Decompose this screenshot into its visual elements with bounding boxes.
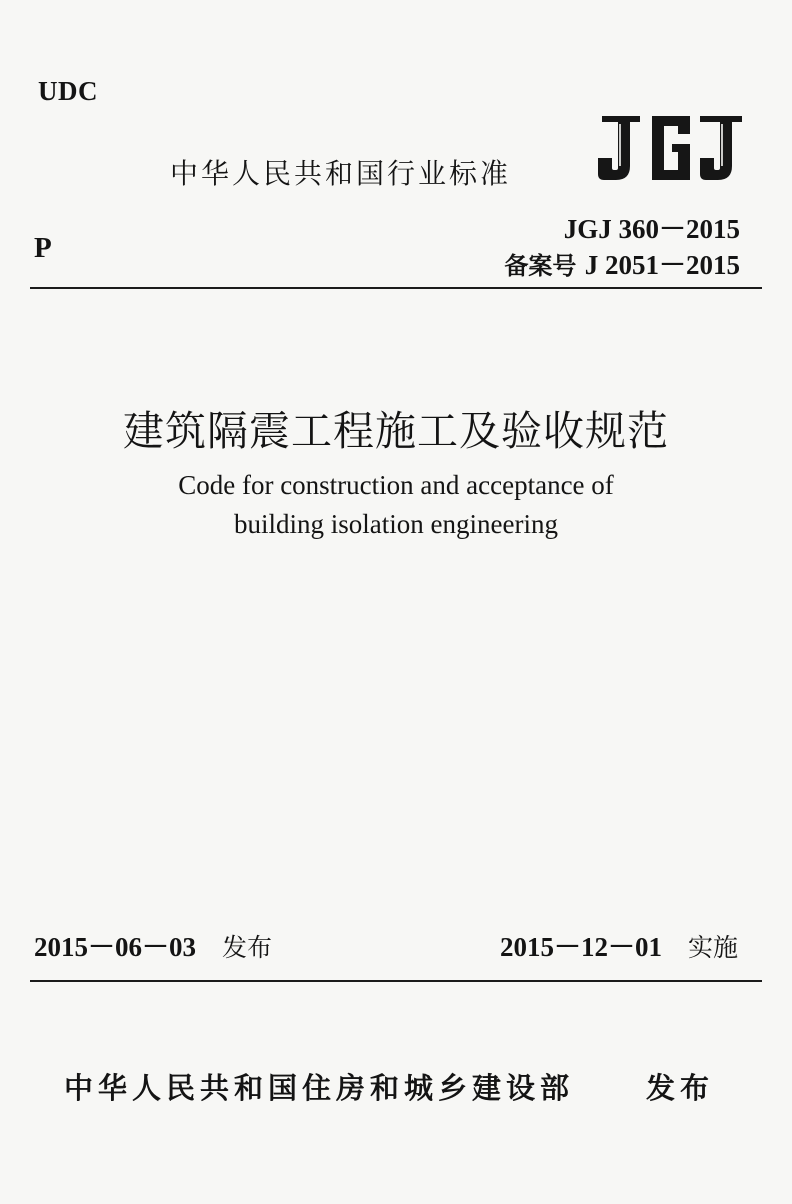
- title-chinese: 建筑隔震工程施工及验收规范: [123, 407, 669, 455]
- record-number: [504, 243, 740, 282]
- title-english-line1: Code for construction and acceptance of: [178, 470, 614, 500]
- classification-letter: P: [34, 232, 52, 264]
- effective-label: 实施: [687, 933, 738, 962]
- publish-label: 发布: [646, 1071, 715, 1105]
- issue-date: 2015－06－03: [34, 932, 196, 962]
- issue-date-block: [34, 925, 272, 964]
- issue-label: 发布: [222, 933, 273, 962]
- record-number-value: J 2051－2015: [584, 250, 740, 280]
- record-label: 备案号: [504, 252, 577, 280]
- publisher: 中华人民共和国住房和城乡建设部: [64, 1071, 575, 1105]
- udc-label: UDC: [38, 76, 98, 106]
- title-english-line2: building isolation engineering: [234, 509, 558, 539]
- standard-number: JGJ 360－2015: [563, 214, 740, 244]
- bottom-divider: [30, 980, 762, 982]
- top-divider: [30, 287, 762, 289]
- effective-date: 2015－12－01: [499, 932, 662, 962]
- standard-category: 中华人民共和国行业标准: [170, 157, 512, 190]
- jgj-logo: [596, 110, 744, 186]
- effective-date-block: [500, 925, 738, 964]
